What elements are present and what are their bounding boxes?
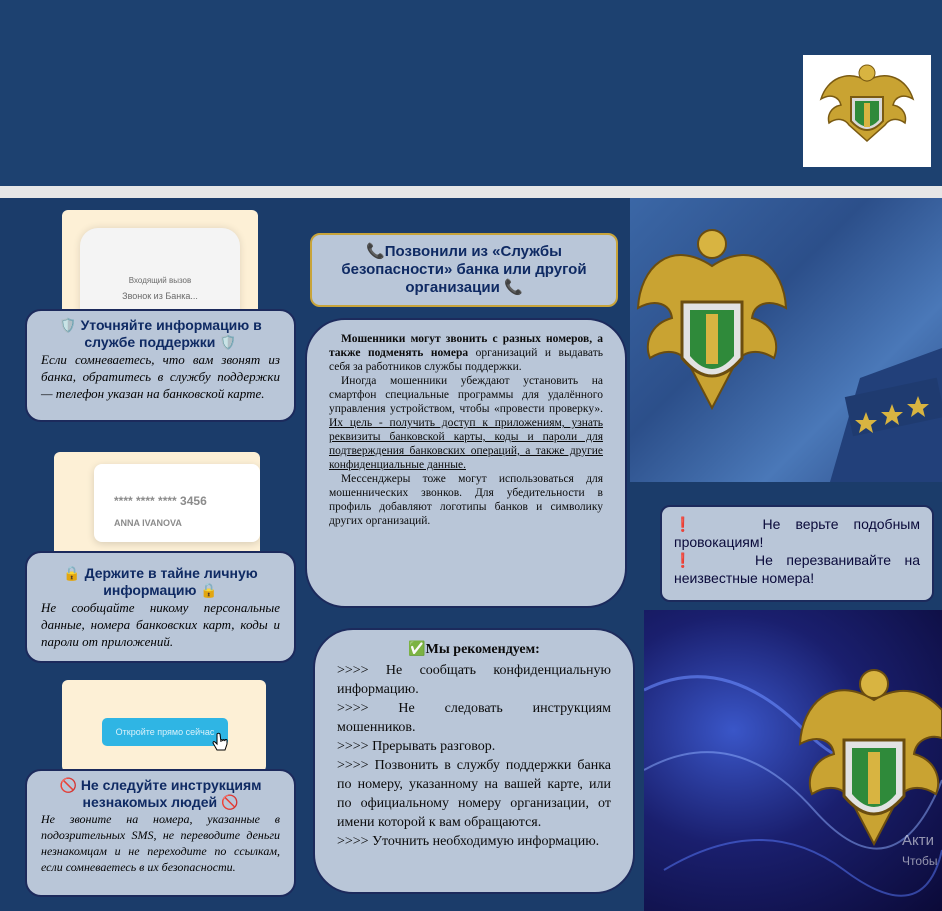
watermark-line-1: Акти [902, 832, 934, 849]
card-number: **** **** **** 3456 [114, 494, 207, 508]
info-underline: Их цель - получить доступ к приложениям, узнать реквизиты банковской карты, коды и пароли для подтверждения банковских операций, а также другие конфиденциальные данные. [329, 417, 603, 471]
tip-card-instructions [25, 769, 296, 897]
open-now-button: Откройте прямо сейчас [102, 718, 228, 746]
tip-card-support [25, 309, 296, 422]
card-holder: ANNA IVANOVA [114, 518, 182, 528]
warning-text: Не перезванивайте на неизвестные номера! [674, 552, 921, 586]
prosecutor-logo [803, 55, 931, 167]
caller-label: Звонок из Банка... [122, 291, 198, 301]
fraud-info-block [305, 318, 627, 608]
recommendations-block [313, 628, 635, 894]
emblem-photo-bottom [644, 610, 942, 911]
headline-text: 📞Позвонили из «Службы безопасности» банка или другой организации 📞 [341, 243, 587, 296]
header-band [0, 0, 942, 186]
tip-card-privacy [25, 551, 296, 663]
warning-item [674, 551, 920, 587]
recommendation-item: >>>> Уточнить необходимую информацию. [337, 834, 600, 849]
phone-mockup [62, 210, 258, 320]
recommendations-title: ✅Мы рекомендуем: [408, 642, 540, 657]
info-paragraph-1 [329, 332, 603, 374]
recommendation-item: >>>> Не сообщать конфиденциальную информацию. [337, 663, 611, 697]
incoming-call-label: Входящий вызов [128, 276, 192, 285]
info-rest: организаций и выдавать себя за работников службы поддержки. [329, 347, 603, 373]
recommendation-item: >>>> Позвонить в службу поддержки банка по номеру, указанному на вашей карте, или по официальному номеру организации, от имени которой к вам обращаются. [337, 758, 611, 830]
info-bold: Мошенники могут звонить с разных номеров, а также подменять номера [329, 333, 603, 359]
tip-title: 🛡️ Уточняйте информацию в службе поддержки 🛡️ [59, 317, 262, 350]
tip-title: 🔒 Держите в тайне личную информацию 🔒 [63, 565, 258, 598]
info-start: Иногда мошенники убеждают установить на смартфон специальные программы для удалённого управления устройством, чтобы «провести проверку». [329, 375, 603, 415]
tip-text: Если сомневаетесь, что вам звонят из банка, обратитесь в службу поддержки — телефон указан на банковской карте. [41, 352, 280, 401]
bank-card [94, 464, 260, 542]
headline-box [310, 233, 618, 307]
eagle-emblem-icon [644, 610, 942, 911]
prosecutor-emblem-icon [817, 59, 917, 163]
tip-text: Не сообщайте никому персональные данные, номера банковских карт, коды и пароли от приложений. [41, 600, 280, 649]
eagle-emblem-icon [630, 198, 942, 482]
warning-icon: ❗ [674, 516, 703, 532]
recommendation-item: >>>> Прерывать разговор. [337, 739, 496, 754]
warning-icon: ❗ [674, 552, 702, 568]
warning-item [674, 515, 920, 551]
tip-text: Не звоните на номера, указанные в подозрительных SMS, не переводите деньги незнакомцам и не переходите по ссылкам, если сомневаетесь в их безопасности. [41, 812, 280, 874]
warning-text: Не верьте подобным провокациям! [674, 516, 920, 550]
phone-screen [80, 228, 240, 320]
tip-title: 🚫 Не следуйте инструкциям незнакомых людей 🚫 [59, 777, 262, 810]
emblem-photo [630, 198, 942, 482]
info-paragraph-3: Мессенджеры тоже могут использоваться для мошеннических звонков. Для убедительности в профиль добавляют логотипы банков и символику других организаций. [329, 473, 603, 527]
header-divider [0, 186, 942, 198]
hand-cursor-icon [212, 732, 230, 754]
button-mockup [62, 680, 266, 772]
watermark-line-2: Чтобы [902, 854, 938, 868]
bank-card-mockup [54, 452, 260, 562]
recommendation-item: >>>> Не следовать инструкциям мошенников. [337, 701, 611, 735]
info-paragraph-2 [329, 374, 603, 472]
warning-block [660, 505, 934, 602]
